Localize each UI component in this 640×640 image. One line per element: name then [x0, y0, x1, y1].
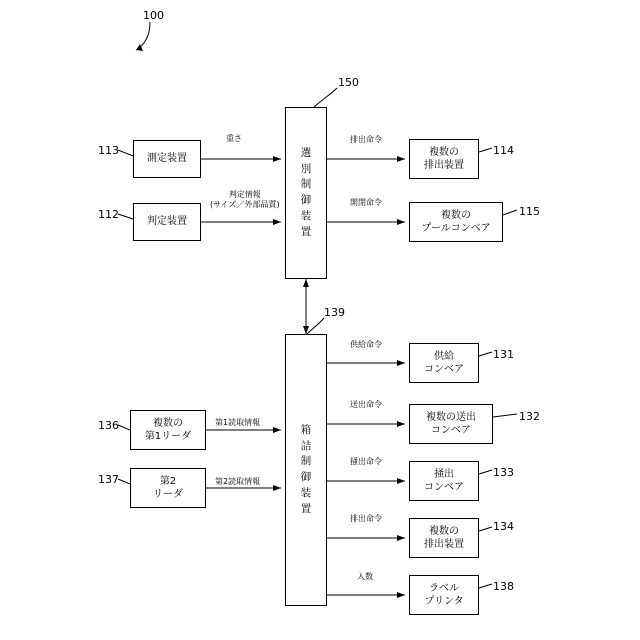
node-line: 判定装置	[147, 216, 187, 228]
node-line: 供給	[434, 350, 454, 362]
node-line: 選	[300, 146, 312, 159]
node-line: コンベア	[424, 482, 464, 493]
edge-label-send-command	[350, 400, 382, 410]
edge-label-line: 開閉命令	[350, 198, 382, 207]
ref-label-136: 136	[98, 419, 119, 432]
ref-label-138: 138	[493, 580, 514, 593]
edge-label-line: 重さ	[226, 134, 242, 143]
ref-label-132: 132	[519, 410, 540, 423]
node-line: ラベル	[429, 582, 459, 594]
edge-label-discharge-command	[350, 135, 382, 145]
edge-label-line: 第2読取情報	[215, 477, 261, 486]
ref-label-150: 150	[338, 76, 359, 89]
edge-label-judgement-info	[210, 190, 280, 211]
node-line: 複数の	[429, 146, 459, 158]
node-line: 第1リーダ	[144, 431, 192, 442]
node-plural-pool-conveyors	[409, 202, 503, 242]
edge-label-scoop-command	[350, 457, 382, 467]
edge-label-line: 第1読取情報	[215, 418, 261, 427]
node-line: 第2	[159, 475, 177, 487]
node-plural-discharge-devices	[409, 139, 479, 179]
node-sorting-control-device	[285, 107, 327, 279]
node-boxing-control-device	[285, 334, 327, 606]
node-line: 置	[300, 225, 312, 238]
ref-label-100: 100	[143, 9, 164, 22]
ref-label-113: 113	[98, 144, 119, 157]
node-line: 置	[300, 502, 312, 515]
edge-label-line: 排出命令	[350, 135, 382, 144]
node-line: 箱	[300, 423, 312, 436]
node-line: 御	[300, 471, 312, 483]
node-label-printer	[409, 575, 479, 615]
node-judging-device	[133, 203, 201, 241]
node-line: 装	[300, 209, 312, 222]
edge-label-first-read-info	[215, 418, 260, 428]
ref-label-112: 112	[98, 208, 119, 221]
node-line: 詰	[300, 439, 312, 452]
node-line: 別	[300, 162, 312, 175]
node-second-reader	[130, 468, 206, 508]
node-line: 排出装置	[424, 539, 464, 550]
node-scooping-conveyor	[409, 461, 479, 501]
ref-label-134: 134	[493, 520, 514, 533]
node-plural-first-readers	[130, 410, 206, 450]
edge-label-second-read-info	[215, 477, 260, 487]
edge-label-line: 排出命令	[350, 514, 382, 523]
edge-label-line: 送出命令	[350, 400, 382, 409]
node-line: 排出装置	[424, 160, 464, 171]
node-line: 掻出	[434, 468, 454, 480]
node-plural-discharge-devices-2	[409, 518, 479, 558]
edge-label-line: 供給命令	[350, 340, 382, 349]
node-line: 複数の	[429, 525, 459, 537]
ref-label-114: 114	[493, 144, 514, 157]
ref-label-137: 137	[98, 473, 119, 486]
node-line: 複数の	[153, 417, 183, 429]
node-line: 制	[300, 455, 312, 468]
node-line: コンベア	[431, 425, 471, 436]
edge-label-supply-command	[350, 340, 382, 350]
edge-label-open-close-command	[350, 198, 382, 208]
node-line: プリンタ	[424, 596, 464, 607]
node-line: 複数の送出	[426, 411, 476, 423]
node-plural-delivery-conveyors	[409, 404, 493, 444]
node-line: 装	[300, 486, 312, 499]
node-supply-conveyor	[409, 343, 479, 383]
edge-label-line: 掻出命令	[350, 457, 382, 466]
edge-label-line: 入数	[357, 572, 373, 581]
edge-label-count	[357, 572, 373, 582]
ref-label-131: 131	[493, 348, 514, 361]
node-measuring-device	[133, 140, 201, 178]
edge-label-weight	[226, 134, 242, 144]
edge-label-line: 判定情報	[228, 190, 261, 199]
ref-label-133: 133	[493, 466, 514, 479]
node-line: プールコンベア	[421, 223, 491, 234]
ref-label-115: 115	[519, 205, 540, 218]
edge-label-discharge-command-2	[350, 514, 382, 524]
node-line: コンベア	[424, 364, 464, 375]
edge-label-line: (サイズ／外部品質)	[210, 200, 280, 210]
node-line: 制	[300, 178, 312, 191]
node-line: 測定装置	[147, 153, 187, 165]
node-line: 複数の	[441, 209, 471, 221]
node-line: リーダ	[153, 489, 183, 500]
node-line: 御	[300, 194, 312, 206]
ref-label-139: 139	[324, 306, 345, 319]
